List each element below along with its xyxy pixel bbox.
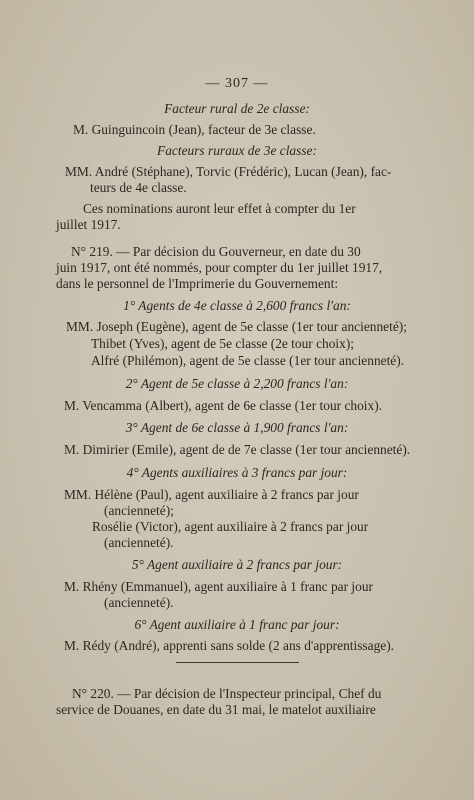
- group5-line2: (ancienneté).: [104, 595, 174, 610]
- section1-text: M. Guinguincoin (Jean), facteur de 3e classe.: [73, 122, 316, 137]
- section-divider: [176, 662, 299, 663]
- group4-line4: (ancienneté).: [104, 535, 174, 550]
- section1-heading: Facteur rural de 2e classe:: [164, 101, 310, 116]
- group1-heading: 1° Agents de 4e classe à 2,600 francs l'an:: [123, 298, 351, 313]
- group4-line2: (ancienneté);: [104, 503, 174, 518]
- section2-line1: MM. André (Stéphane), Torvic (Frédéric), Lucan (Jean), fac-: [65, 164, 392, 179]
- group6-line1: M. Rédy (André), apprenti sans solde (2 ans d'apprentissage).: [64, 638, 395, 653]
- group2-heading: 2° Agent de 5e classe à 2,200 francs l'an:: [125, 376, 349, 391]
- decision219-line2: juin 1917, ont été nommés, pour compter du 1er juillet 1917,: [56, 260, 383, 275]
- section2-line2: teurs de 4e classe.: [90, 180, 187, 195]
- group3-line1: M. Dimirier (Emile), agent de de 7e classe (1er tour ancienneté).: [64, 442, 411, 457]
- group4-line3: Rosélie (Victor), agent auxiliaire à 2 francs par jour: [92, 519, 369, 534]
- group6-heading: 6° Agent auxiliaire à 1 franc par jour:: [134, 617, 340, 632]
- group1-line1: MM. Joseph (Eugène), agent de 5e classe (1er tour ancienneté);: [66, 319, 407, 334]
- group5-line1: M. Rhény (Emmanuel), agent auxiliaire à 1 franc par jour: [64, 579, 373, 594]
- decision220-line1: N° 220. — Par décision de l'Inspecteur principal, Chef du: [72, 686, 382, 701]
- effect-line2: juillet 1917.: [56, 217, 121, 232]
- decision219-line1: N° 219. — Par décision du Gouverneur, en date du 30: [71, 244, 361, 259]
- group5-heading: 5° Agent auxiliaire à 2 francs par jour:: [131, 557, 343, 572]
- group1-line2: Thibet (Yves), agent de 5e classe (2e tour choix);: [91, 336, 355, 351]
- group4-heading: 4° Agents auxiliaires à 3 francs par jour:: [126, 465, 348, 480]
- group2-line1: M. Vencamma (Albert), agent de 6e classe (1er tour choix).: [64, 398, 383, 413]
- group3-heading: 3° Agent de 6e classe à 1,900 francs l'an:: [125, 420, 349, 435]
- section2-heading: Facteurs ruraux de 3e classe:: [157, 143, 317, 158]
- decision219-line3: dans le personnel de l'Imprimerie du Gouvernement:: [56, 276, 339, 291]
- group4-line1: MM. Hélène (Paul), agent auxiliaire à 2 francs par jour: [64, 487, 359, 502]
- decision220-line2: service de Douanes, en date du 31 mai, le matelot auxiliaire: [56, 702, 376, 717]
- group1-line3: Alfré (Philémon), agent de 5e classe (1er tour ancienneté).: [91, 353, 405, 368]
- page-number: — 307 —: [205, 76, 269, 91]
- effect-line1: Ces nominations auront leur effet à compter du 1er: [83, 201, 356, 216]
